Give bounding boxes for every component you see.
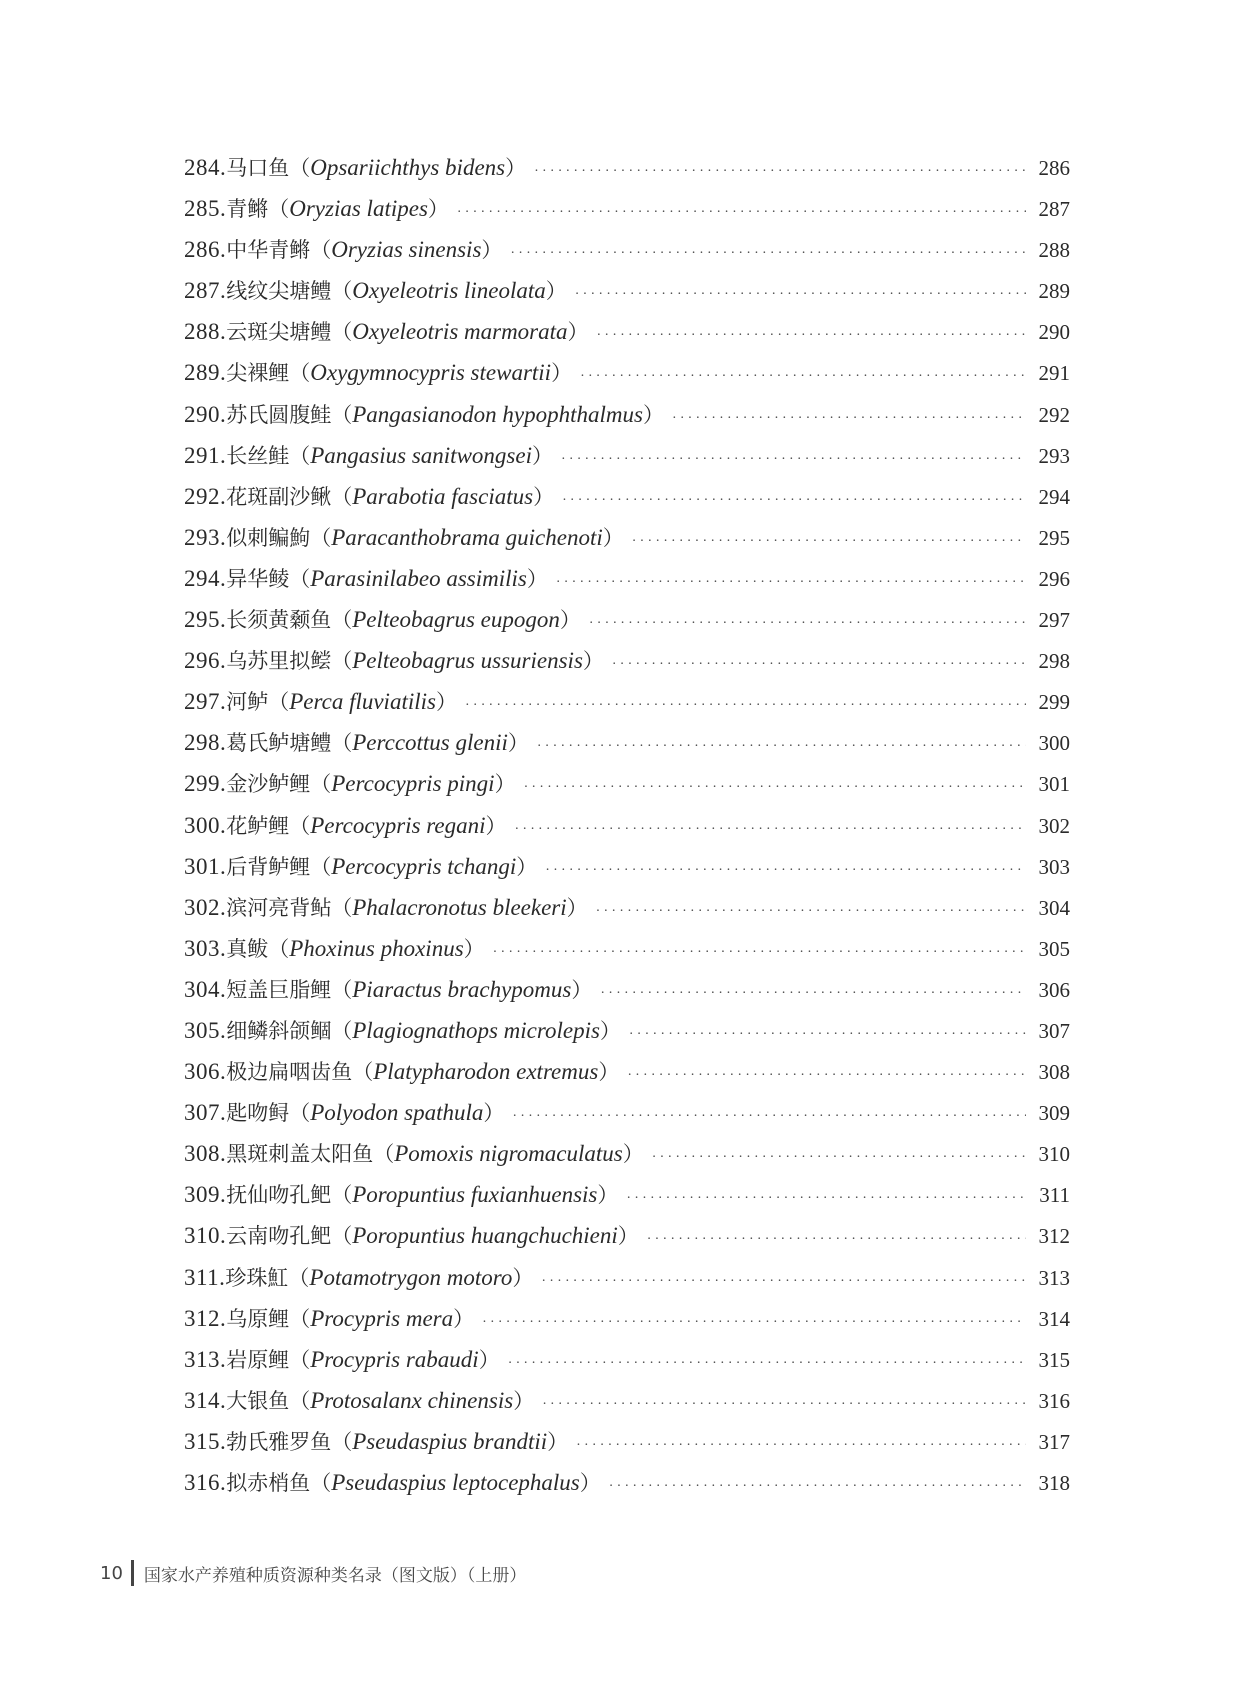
entry-number: 303. xyxy=(184,935,227,961)
paren-open: （ xyxy=(268,936,290,961)
paren-open: （ xyxy=(310,772,332,797)
entry-latin-name: Phoxinus phoxinus xyxy=(289,935,464,961)
entry-latin-name: Oryzias sinensis xyxy=(331,237,482,263)
entry-chinese-name: 滨河亮背鲇 xyxy=(226,895,332,920)
entry-number: 288. xyxy=(184,319,227,345)
dot-leader xyxy=(647,1222,1026,1258)
toc-entry[interactable] xyxy=(184,438,1070,479)
table-of-contents xyxy=(184,150,1070,1506)
paren-open: （ xyxy=(310,854,332,879)
entry-number: 293. xyxy=(184,524,227,550)
toc-entry[interactable] xyxy=(184,273,1070,314)
entry-chinese-name: 中华青鳉 xyxy=(226,238,311,263)
toc-entry[interactable] xyxy=(184,479,1070,520)
entry-latin-name: Pelteobagrus eupogon xyxy=(352,607,560,633)
entry-latin-name: Polyodon spathula xyxy=(310,1100,484,1126)
entry-page-number: 293 xyxy=(1038,443,1070,468)
dot-leader xyxy=(597,318,1026,354)
paren-close: ） xyxy=(485,813,507,838)
toc-entry[interactable] xyxy=(184,643,1070,684)
paren-close: ） xyxy=(551,361,573,386)
entry-latin-name: Pseudaspius leptocephalus xyxy=(331,1470,580,1495)
toc-entry[interactable] xyxy=(184,1177,1070,1218)
dot-leader xyxy=(672,401,1026,437)
entry-page-number: 309 xyxy=(1038,1101,1070,1126)
entry-page-number: 311 xyxy=(1039,1183,1070,1208)
entry-page-number: 315 xyxy=(1038,1347,1070,1372)
paren-open: （ xyxy=(331,402,353,427)
paren-close: ） xyxy=(579,1471,601,1495)
entry-latin-name: Pomoxis nigromaculatus xyxy=(394,1141,623,1167)
toc-entry[interactable] xyxy=(184,150,1070,191)
entry-chinese-name: 葛氏鲈塘鳢 xyxy=(226,731,332,756)
dot-leader xyxy=(512,1099,1026,1135)
entry-chinese-name: 金沙鲈鲤 xyxy=(226,772,311,797)
paren-open: （ xyxy=(373,1142,395,1167)
entry-page-number: 294 xyxy=(1038,484,1070,509)
paren-open: （ xyxy=(289,443,311,468)
entry-page-number: 286 xyxy=(1038,156,1070,180)
entry-latin-name: Plagiognathops microlepis xyxy=(352,1017,600,1043)
paren-open: （ xyxy=(289,566,311,591)
entry-chinese-name: 青鳉 xyxy=(226,197,269,222)
paren-close: ） xyxy=(642,402,664,427)
page-footer xyxy=(100,1560,526,1586)
entry-chinese-name: 花斑副沙鳅 xyxy=(226,484,332,509)
entry-chinese-name: 尖裸鲤 xyxy=(226,361,290,386)
paren-close: ） xyxy=(547,1429,569,1454)
dot-leader xyxy=(589,606,1026,642)
dot-leader xyxy=(580,359,1026,395)
entry-page-number: 295 xyxy=(1038,525,1070,550)
entry-number: 314. xyxy=(184,1387,227,1413)
entry-chinese-name: 黑斑刺盖太阳鱼 xyxy=(226,1142,374,1167)
paren-open: （ xyxy=(289,1388,311,1413)
paren-close: ） xyxy=(622,1142,644,1167)
entry-number: 305. xyxy=(184,1017,227,1043)
paren-close: ） xyxy=(531,443,553,468)
toc-entry[interactable] xyxy=(184,1465,1070,1506)
entry-page-number: 308 xyxy=(1038,1060,1070,1085)
entry-number: 285. xyxy=(184,196,227,222)
entry-number: 296. xyxy=(184,648,227,674)
dot-leader xyxy=(629,1017,1026,1053)
entry-latin-name: Oxyeleotris marmorata xyxy=(352,319,568,345)
entry-number: 309. xyxy=(184,1182,227,1208)
entry-chinese-name: 乌原鲤 xyxy=(226,1306,290,1331)
entry-latin-name: Pangasianodon hypophthalmus xyxy=(352,401,643,427)
paren-open: （ xyxy=(289,1306,311,1331)
dot-leader xyxy=(575,277,1026,313)
toc-entry[interactable] xyxy=(184,890,1070,931)
entry-latin-name: Oryzias latipes xyxy=(289,196,428,222)
entry-number: 297. xyxy=(184,689,227,715)
entry-page-number: 318 xyxy=(1038,1471,1070,1495)
toc-entry[interactable] xyxy=(184,1342,1070,1383)
entry-page-number: 287 xyxy=(1038,197,1070,222)
toc-entry[interactable] xyxy=(184,355,1070,396)
entry-page-number: 288 xyxy=(1038,238,1070,263)
toc-entry[interactable] xyxy=(184,1136,1070,1177)
paren-close: ） xyxy=(427,197,449,222)
toc-entry[interactable] xyxy=(184,1218,1070,1259)
dot-leader xyxy=(457,195,1026,231)
entry-page-number: 301 xyxy=(1038,772,1070,797)
paren-open: （ xyxy=(331,1183,353,1208)
entry-chinese-name: 抚仙吻孔鲃 xyxy=(226,1183,332,1208)
entry-latin-name: Percocypris tchangi xyxy=(331,853,517,879)
paren-open: （ xyxy=(288,1265,310,1290)
toc-entry[interactable] xyxy=(184,1013,1070,1054)
entry-number: 287. xyxy=(184,278,227,304)
paren-close: ） xyxy=(533,484,555,509)
entry-chinese-name: 线纹尖塘鳢 xyxy=(226,279,332,304)
paren-open: （ xyxy=(310,238,332,263)
toc-entry[interactable] xyxy=(184,1301,1070,1342)
paren-open: （ xyxy=(331,279,353,304)
entry-number: 315. xyxy=(184,1428,227,1454)
entry-number: 306. xyxy=(184,1059,227,1085)
dot-leader xyxy=(534,154,1026,190)
dot-leader xyxy=(541,1264,1026,1300)
entry-latin-name: Oxyeleotris lineolata xyxy=(352,278,546,304)
entry-latin-name: Percocypris regani xyxy=(310,812,486,838)
entry-page-number: 304 xyxy=(1038,895,1070,920)
entry-chinese-name: 勃氏雅罗鱼 xyxy=(226,1429,332,1454)
entry-chinese-name: 乌苏里拟鲿 xyxy=(226,649,332,674)
entry-latin-name: Parasinilabeo assimilis xyxy=(310,565,527,591)
toc-entry[interactable] xyxy=(184,931,1070,972)
entry-chinese-name: 马口鱼 xyxy=(226,156,290,180)
dot-leader xyxy=(537,729,1026,765)
entry-page-number: 317 xyxy=(1038,1429,1070,1454)
dot-leader xyxy=(508,1346,1026,1382)
entry-latin-name: Protosalanx chinensis xyxy=(310,1387,514,1413)
entry-number: 308. xyxy=(184,1141,227,1167)
entry-page-number: 312 xyxy=(1038,1224,1070,1249)
dot-leader xyxy=(465,688,1026,724)
dot-leader xyxy=(627,1058,1026,1094)
entry-chinese-name: 珍珠魟 xyxy=(225,1265,289,1290)
paren-close: ） xyxy=(505,156,527,180)
paren-close: ） xyxy=(582,649,604,674)
entry-page-number: 299 xyxy=(1038,690,1070,715)
dot-leader xyxy=(612,647,1026,683)
paren-open: （ xyxy=(331,484,353,509)
footer-page-number: 10 xyxy=(100,1562,123,1584)
entry-chinese-name: 似刺鳊鮈 xyxy=(226,525,311,550)
paren-open: （ xyxy=(289,1101,311,1126)
entry-latin-name: Potamotrygon motoro xyxy=(309,1264,513,1290)
entry-number: 300. xyxy=(184,812,227,838)
paren-close: ） xyxy=(598,1060,620,1085)
entry-latin-name: Procypris rabaudi xyxy=(310,1346,479,1372)
dot-leader xyxy=(652,1140,1026,1176)
entry-number: 312. xyxy=(184,1305,227,1331)
entry-number: 294. xyxy=(184,565,227,591)
paren-close: ） xyxy=(599,1018,621,1043)
paren-close: ） xyxy=(481,238,503,263)
dot-leader xyxy=(493,935,1026,971)
paren-open: （ xyxy=(289,1347,311,1372)
dot-leader xyxy=(600,976,1026,1012)
dot-leader xyxy=(510,236,1026,272)
entry-number: 298. xyxy=(184,730,227,756)
paren-open: （ xyxy=(331,608,353,633)
paren-close: ） xyxy=(559,608,581,633)
paren-close: ） xyxy=(516,854,538,879)
entry-page-number: 310 xyxy=(1038,1142,1070,1167)
entry-latin-name: Paracanthobrama guichenoti xyxy=(331,524,603,550)
dot-leader xyxy=(632,524,1026,560)
entry-page-number: 302 xyxy=(1038,813,1070,838)
entry-latin-name: Pseudaspius brandtii xyxy=(352,1428,548,1454)
paren-open: （ xyxy=(331,1224,353,1249)
entry-number: 286. xyxy=(184,237,227,263)
entry-chinese-name: 长须黄颡鱼 xyxy=(226,608,332,633)
paren-close: ） xyxy=(526,566,548,591)
paren-open: （ xyxy=(310,1471,332,1495)
dot-leader xyxy=(556,565,1026,601)
entry-latin-name: Procypris mera xyxy=(310,1305,454,1331)
paren-open: （ xyxy=(289,813,311,838)
entry-number: 316. xyxy=(184,1470,227,1495)
entry-number: 301. xyxy=(184,853,227,879)
entry-latin-name: Percocypris pingi xyxy=(331,771,495,797)
toc-entry[interactable] xyxy=(184,684,1070,725)
entry-latin-name: Poropuntius fuxianhuensis xyxy=(352,1182,598,1208)
entry-page-number: 296 xyxy=(1038,566,1070,591)
entry-number: 304. xyxy=(184,976,227,1002)
toc-entry[interactable] xyxy=(184,725,1070,766)
paren-close: ） xyxy=(545,279,567,304)
entry-latin-name: Pelteobagrus ussuriensis xyxy=(352,648,583,674)
toc-entry[interactable] xyxy=(184,561,1070,602)
entry-page-number: 316 xyxy=(1038,1388,1070,1413)
paren-open: （ xyxy=(268,197,290,222)
entry-chinese-name: 云南吻孔鲃 xyxy=(226,1224,332,1249)
paren-close: ） xyxy=(513,1388,535,1413)
dot-leader xyxy=(626,1181,1026,1217)
paren-close: ） xyxy=(617,1224,639,1249)
entry-latin-name: Parabotia fasciatus xyxy=(352,483,534,509)
entry-latin-name: Platypharodon extremus xyxy=(373,1059,599,1085)
toc-entry[interactable] xyxy=(184,232,1070,273)
paren-close: ） xyxy=(597,1183,619,1208)
entry-chinese-name: 后背鲈鲤 xyxy=(226,854,311,879)
entry-page-number: 305 xyxy=(1038,936,1070,961)
toc-entry[interactable] xyxy=(184,1095,1070,1136)
toc-entry[interactable] xyxy=(184,397,1070,438)
entry-chinese-name: 云斑尖塘鳢 xyxy=(226,320,332,345)
entry-page-number: 300 xyxy=(1038,731,1070,756)
paren-open: （ xyxy=(331,895,353,920)
entry-number: 311. xyxy=(184,1264,226,1290)
dot-leader xyxy=(482,1305,1026,1341)
entry-latin-name: Opsariichthys bidens xyxy=(310,155,506,180)
toc-entry[interactable] xyxy=(184,1054,1070,1095)
entry-chinese-name: 大银鱼 xyxy=(226,1388,290,1413)
dot-leader xyxy=(609,1469,1026,1505)
paren-close: ） xyxy=(571,977,593,1002)
paren-close: ） xyxy=(512,1265,534,1290)
entry-chinese-name: 拟赤梢鱼 xyxy=(226,1471,311,1495)
paren-open: （ xyxy=(331,977,353,1002)
paren-close: ） xyxy=(463,936,485,961)
entry-latin-name: Poropuntius huangchuchieni xyxy=(352,1223,618,1249)
paren-open: （ xyxy=(352,1060,374,1085)
entry-chinese-name: 细鳞斜颌鲴 xyxy=(226,1018,332,1043)
entry-chinese-name: 真鲅 xyxy=(226,936,269,961)
paren-close: ） xyxy=(507,731,529,756)
toc-entry[interactable] xyxy=(184,520,1070,561)
entry-page-number: 314 xyxy=(1038,1306,1070,1331)
entry-page-number: 306 xyxy=(1038,977,1070,1002)
paren-open: （ xyxy=(268,690,290,715)
entry-number: 307. xyxy=(184,1100,227,1126)
paren-open: （ xyxy=(331,649,353,674)
footer-divider xyxy=(131,1560,134,1586)
paren-open: （ xyxy=(331,1018,353,1043)
paren-open: （ xyxy=(289,156,311,180)
paren-close: ） xyxy=(602,525,624,550)
entry-latin-name: Oxygymnocypris stewartii xyxy=(310,360,552,386)
paren-open: （ xyxy=(331,1429,353,1454)
entry-chinese-name: 短盖巨脂鲤 xyxy=(226,977,332,1002)
paren-close: ） xyxy=(483,1101,505,1126)
toc-entry[interactable] xyxy=(184,1424,1070,1465)
entry-latin-name: Perca fluviatilis xyxy=(289,689,436,715)
dot-leader xyxy=(561,442,1026,478)
entry-page-number: 307 xyxy=(1038,1018,1070,1043)
paren-open: （ xyxy=(310,525,332,550)
entry-page-number: 290 xyxy=(1038,320,1070,345)
toc-entry[interactable] xyxy=(184,849,1070,890)
entry-number: 313. xyxy=(184,1346,227,1372)
paren-close: ） xyxy=(494,772,516,797)
dot-leader xyxy=(562,483,1026,519)
toc-entry[interactable] xyxy=(184,314,1070,355)
paren-close: ） xyxy=(453,1306,475,1331)
entry-number: 284. xyxy=(184,155,227,180)
entry-page-number: 313 xyxy=(1038,1265,1070,1290)
toc-entry[interactable] xyxy=(184,972,1070,1013)
entry-chinese-name: 岩原鲤 xyxy=(226,1347,290,1372)
entry-number: 299. xyxy=(184,771,227,797)
paren-open: （ xyxy=(331,731,353,756)
dot-leader xyxy=(545,853,1026,889)
entry-number: 290. xyxy=(184,401,227,427)
dot-leader xyxy=(576,1428,1026,1464)
entry-chinese-name: 匙吻鲟 xyxy=(226,1101,290,1126)
entry-chinese-name: 极边扁咽齿鱼 xyxy=(226,1060,353,1085)
paren-close: ） xyxy=(566,895,588,920)
entry-page-number: 289 xyxy=(1038,279,1070,304)
dot-leader xyxy=(596,894,1026,930)
paren-open: （ xyxy=(289,361,311,386)
toc-entry[interactable] xyxy=(184,191,1070,232)
paren-close: ） xyxy=(435,690,457,715)
entry-number: 292. xyxy=(184,483,227,509)
entry-number: 302. xyxy=(184,894,227,920)
entry-number: 289. xyxy=(184,360,227,386)
entry-page-number: 291 xyxy=(1038,361,1070,386)
entry-page-number: 297 xyxy=(1038,608,1070,633)
paren-close: ） xyxy=(478,1347,500,1372)
toc-entry[interactable] xyxy=(184,602,1070,643)
entry-chinese-name: 苏氏圆腹鲑 xyxy=(226,402,332,427)
entry-number: 291. xyxy=(184,442,227,468)
toc-entry[interactable] xyxy=(184,1260,1070,1301)
entry-chinese-name: 花鲈鲤 xyxy=(226,813,290,838)
paren-close: ） xyxy=(567,320,589,345)
entry-chinese-name: 河鲈 xyxy=(226,690,269,715)
entry-latin-name: Perccottus glenii xyxy=(352,730,508,756)
entry-number: 295. xyxy=(184,607,227,633)
entry-number: 310. xyxy=(184,1223,227,1249)
entry-latin-name: Phalacronotus bleekeri xyxy=(352,894,567,920)
paren-open: （ xyxy=(331,320,353,345)
dot-leader xyxy=(524,770,1026,806)
entry-latin-name: Pangasius sanitwongsei xyxy=(310,442,532,468)
entry-latin-name: Piaractus brachypomus xyxy=(352,976,572,1002)
footer-book-title: 国家水产养殖种质资源种类名录（图文版）（上册） xyxy=(143,1565,527,1586)
toc-entry[interactable] xyxy=(184,766,1070,807)
entry-page-number: 298 xyxy=(1038,649,1070,674)
toc-entry[interactable] xyxy=(184,808,1070,849)
dot-leader xyxy=(542,1387,1026,1423)
entry-page-number: 303 xyxy=(1038,854,1070,879)
dot-leader xyxy=(514,812,1026,848)
entry-chinese-name: 长丝鲑 xyxy=(226,443,290,468)
entry-chinese-name: 异华鲮 xyxy=(226,566,290,591)
entry-page-number: 292 xyxy=(1038,402,1070,427)
toc-entry[interactable] xyxy=(184,1383,1070,1424)
